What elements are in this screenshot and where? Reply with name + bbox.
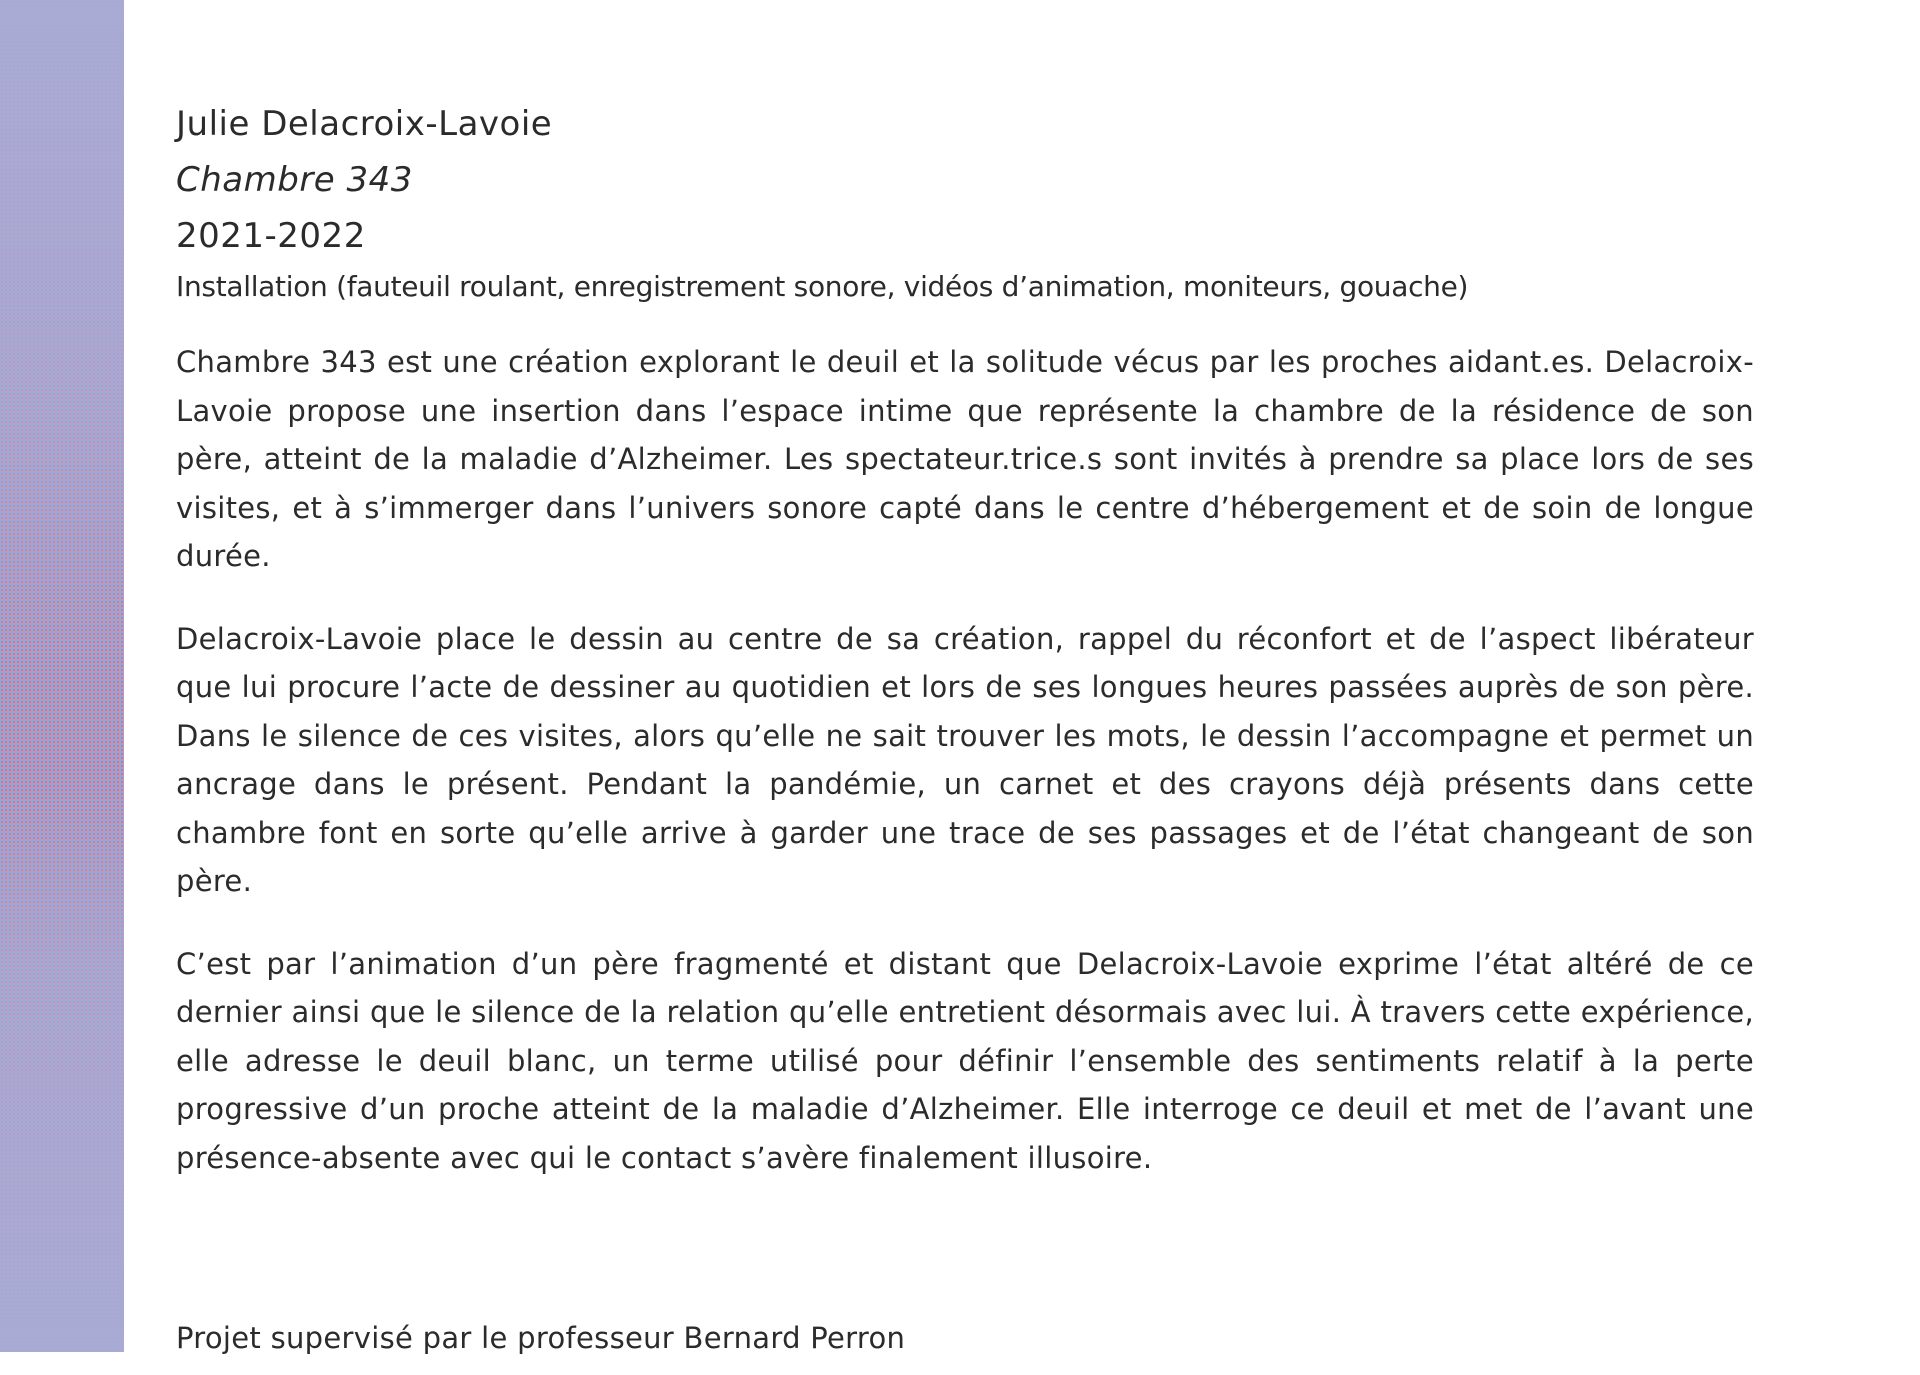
artwork-title: Chambre 343 [176,160,413,200]
artwork-label [176,96,1754,1182]
decorative-side-band [0,0,124,1352]
supervision-credit: Projet supervisé par le professeur Bernard Perron [176,1321,906,1355]
description-paragraph-1: Chambre 343 est une création explorant le deuil et la solitude vécus par les proches aidant.es. Delacroix-Lavoie propose une insertion dans l’espace intime que représente la chambre de la résidence de son père, atteint de la maladie d’Alzheimer. Les spectateur.trice.s sont invités à prendre sa place lors de ses visites, et à s’immerger dans l’univers sonore capté dans le centre d’hébergement et de soin de longue durée. [176,345,1754,573]
artwork-year: 2021-2022 [176,216,366,256]
artist-name: Julie Delacroix-Lavoie [176,104,553,144]
artwork-medium: Installation (fauteuil roulant, enregistrement sonore, vidéos d’animation, moniteurs, gouache) [176,270,1469,303]
description-paragraph-3: C’est par l’animation d’un père fragmenté et distant que Delacroix-Lavoie exprime l’état altéré de ce dernier ainsi que le silence de la relation qu’elle entretient désormais avec lui. À travers cette expérience, elle adresse le deuil blanc, un terme utilisé pour définir l’ensemble des sentiments relatif à la perte progressive d’un proche atteint de la maladie d’Alzheimer. Elle interroge ce deuil et met de l’avant une présence-absente avec qui le contact s’avère finalement illusoire. [176,946,1754,1175]
description-paragraph-2: Delacroix-Lavoie place le dessin au centre de sa création, rappel du réconfort et de l’aspect libérateur que lui procure l’acte de dessiner au quotidien et lors de ses longues heures passées auprès de son père. Dans le silence de ces visites, alors qu’elle ne sait trouver les mots, le dessin l’accompagne et permet un ancrage dans le présent. Pendant la pandémie, un carnet et des crayons déjà présents dans cette chambre font en sorte qu’elle arrive à garder une trace de ses passages et de l’état changeant de son père. [176,621,1754,898]
